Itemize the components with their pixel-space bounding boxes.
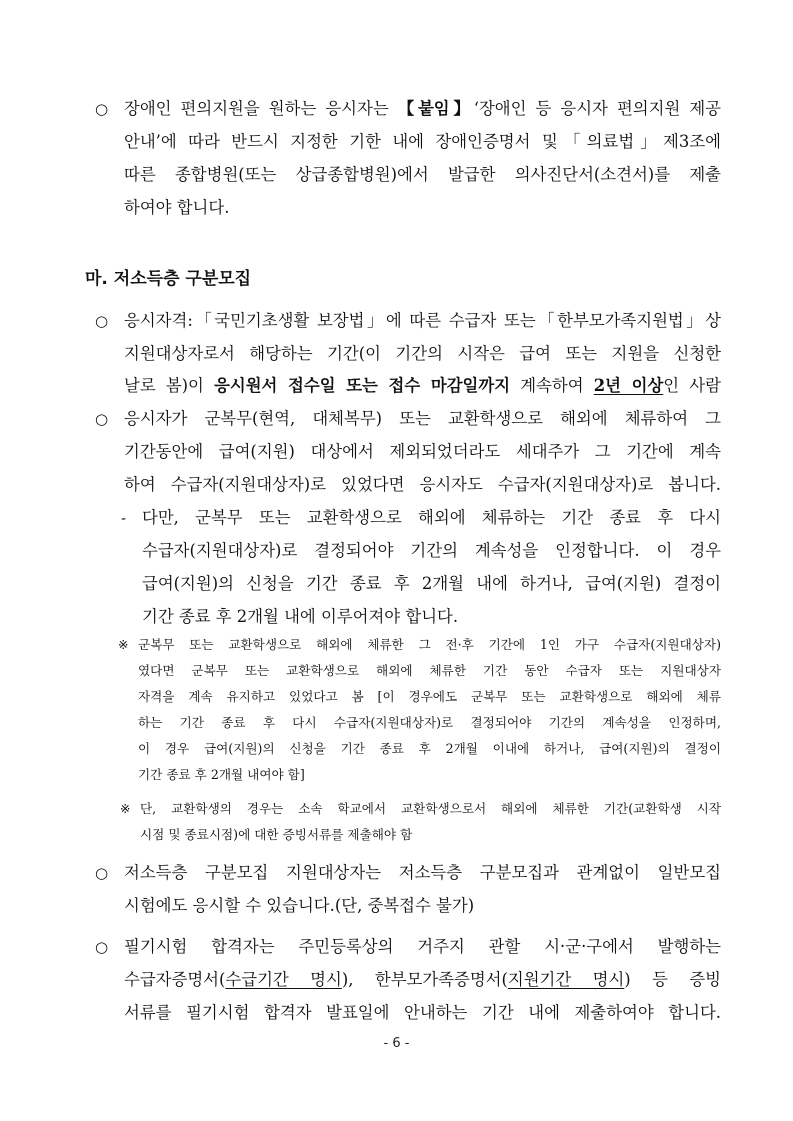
paragraph-line: 시험에도 응시할 수 있습니다.(단, 중복접수 불가) <box>124 896 475 915</box>
note-marker: ※ <box>120 801 131 816</box>
text-run: 계속하여 <box>510 376 594 395</box>
paragraph-line: 응시자격:「국민기초생활 보장법」에 따른 수급자 또는「한부모가족지원법」상 <box>124 311 721 330</box>
paragraph-line: 수급자(지원대상자)로 결정되어야 기간의 계속성을 인정합니다. 이 경우 <box>142 541 721 560</box>
underlined-text: 지원기간 명시 <box>507 970 625 989</box>
page-number: - 6 - <box>383 1036 410 1051</box>
paragraph-line: 저소득층 구분모집 지원대상자는 저소득층 구분모집과 관계없이 일반모집 <box>124 863 721 882</box>
text-run: 날로 봄)이 <box>124 376 215 395</box>
paragraph-line <box>124 98 721 120</box>
text-run: ‘장애인 등 응시자 편의지원 제공 <box>473 99 722 118</box>
bullet-marker: ○ <box>95 938 109 956</box>
text-run: 장애인 편의지원을 원하는 응시자는 <box>124 99 398 118</box>
paragraph-line: 기간 종료 후 2개월 내에 이루어져야 합니다. <box>142 607 459 626</box>
text-run: ), 한부모가족증명서( <box>341 970 508 989</box>
paragraph-line: 하여야 합니다. <box>124 198 230 217</box>
note-line: 기간 종료 후 2개월 내여야 함] <box>138 767 305 782</box>
paragraph-line: 하여 수급자(지원대상자)로 있었다면 응시자도 수급자(지원대상자)로 봅니다. <box>124 475 721 494</box>
section-heading: 마. 저소득층 구분모집 <box>85 269 252 289</box>
paragraph-line: 기간동안에 급여(지원) 대상에서 제외되었더라도 세대주가 그 기간에 계속 <box>124 442 721 461</box>
bullet-marker: ○ <box>95 864 109 882</box>
bullet-marker: ○ <box>95 100 109 118</box>
bullet-marker: ○ <box>95 410 109 428</box>
paragraph-line: 필기시험 합격자는 주민등록상의 거주지 관할 시·군·구에서 발행하는 <box>124 937 721 956</box>
paragraph-line <box>124 969 721 991</box>
text-run: ) 등 증빙 <box>624 970 721 989</box>
note-marker: ※ <box>118 637 129 652</box>
note-line: 이 경우 급여(지원)의 신청을 기간 종료 후 2개월 이내에 하거나, 급여(지원)의 결정이 <box>138 741 721 756</box>
paragraph-line: 지원대상자로서 해당하는 기간(이 기간의 시작은 급여 또는 지원을 신청한 <box>124 344 721 363</box>
dash-marker: - <box>121 509 127 527</box>
note-line: 단, 교환학생의 경우는 소속 학교에서 교환학생으로서 해외에 체류한 기간(교환학생 시작 <box>140 801 721 816</box>
note-line: 하는 기간 종료 후 다시 수급자(지원대상자)로 결정되어야 기간의 계속성을 인정하며, <box>138 715 721 730</box>
paragraph-line: 급여(지원)의 신청을 기간 종료 후 2개월 내에 하거나, 급여(지원) 결정이 <box>142 574 721 593</box>
note-line: 자격을 계속 유지하고 있었다고 봄 [이 경우에도 군복무 또는 교환학생으로 해외에 체류 <box>138 689 721 704</box>
text-run: 인 사람 <box>663 376 721 395</box>
emphasis-text: 응시원서 접수일 또는 접수 마감일까지 <box>214 376 511 395</box>
paragraph-line: 응시자가 군복무(현역, 대체복무) 또는 교환학생으로 해외에 체류하여 그 <box>124 409 721 428</box>
underlined-text: 수급기간 명시 <box>225 970 342 989</box>
paragraph-line: 서류를 필기시험 합격자 발표일에 안내하는 기간 내에 제출하여야 합니다. <box>124 1003 721 1022</box>
note-line: 시점 및 종료시점)에 대한 증빙서류를 제출해야 함 <box>140 827 413 842</box>
note-line: 였다면 군복무 또는 교환학생으로 해외에 체류한 기간 동안 수급자 또는 지원대상자 <box>138 663 721 678</box>
emphasis-underlined: 2년 이상 <box>593 376 664 395</box>
bullet-marker: ○ <box>95 312 109 330</box>
paragraph-line: 안내’에 따라 반드시 지정한 기한 내에 장애인증명서 및「의료법」제3조에 <box>124 132 721 151</box>
text-run: 수급자증명서( <box>124 970 226 989</box>
paragraph-line: 다만, 군복무 또는 교환학생으로 해외에 체류하는 기간 종료 후 다시 <box>142 508 721 527</box>
attachment-reference: 【붙임】 <box>397 99 474 118</box>
paragraph-line <box>124 375 721 397</box>
note-line: 군복무 또는 교환학생으로 해외에 체류한 그 전·후 기간에 1인 가구 수급자(지원대상자) <box>138 637 721 652</box>
paragraph-line: 따른 종합병원(또는 상급종합병원)에서 발급한 의사진단서(소견서)를 제출 <box>124 165 721 184</box>
